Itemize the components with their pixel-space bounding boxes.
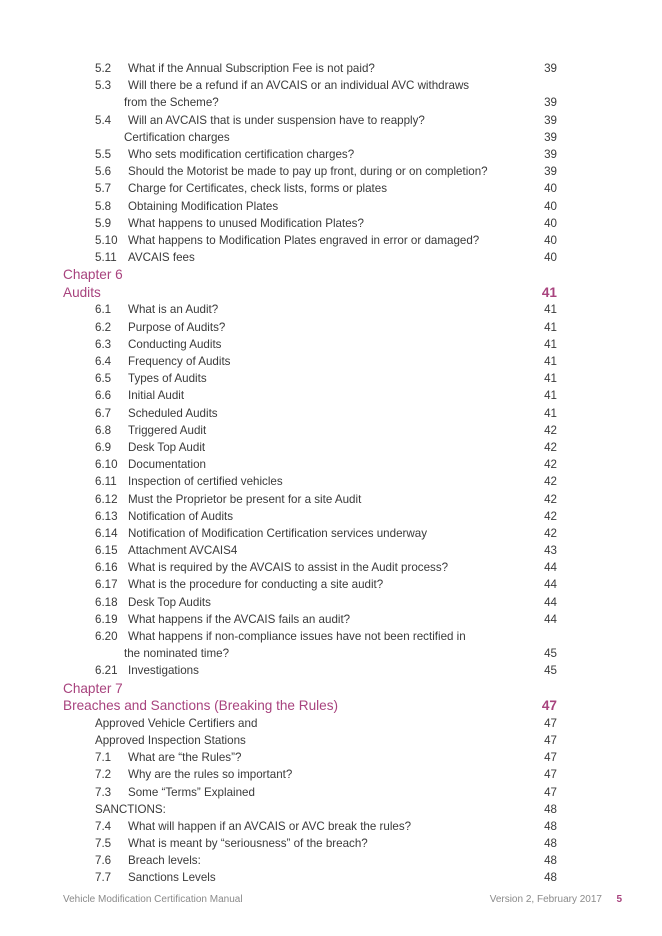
toc-entry-page: 41 [544,372,557,386]
toc-entry-page: 41 [544,303,557,317]
toc-entry-number: 6.12 [95,492,118,506]
toc-entry-number: 7.2 [95,768,112,782]
toc-entry [0,146,662,163]
toc-chapter-heading [0,680,662,698]
toc-entry-title: Frequency of Audits [128,355,231,368]
toc-entry-title: Breaches and Sanctions (Breaking the Rules) [63,698,339,714]
toc-entry-page: 41 [544,355,557,368]
toc-entry-title: Conducting Audits [128,337,222,351]
toc-entry [0,439,662,456]
toc-entry [0,611,662,628]
toc-entry [0,542,662,559]
toc-entry-number: 7.5 [95,837,112,851]
toc-chapter-heading [0,284,662,302]
toc-entry-title: Sanctions Levels [128,871,216,885]
toc-entry-number: 5.6 [95,165,112,179]
toc-entry-number: 5.10 [95,233,118,247]
toc-entry-title: Audits [63,284,101,300]
toc-entry-number: 5.11 [95,251,117,265]
toc-entry-title: What happens to Modification Plates engraved in error or damaged? [128,233,480,247]
toc-entry [0,835,662,852]
toc-entry-page: 47 [544,768,557,782]
toc-entry-title: Documentation [128,458,206,472]
toc-entry-number: 6.17 [95,578,118,592]
toc-entry [0,370,662,387]
toc-entry-title: Will there be a refund if an AVCAIS or an individual AVC withdraws [128,79,470,93]
toc-entry [0,491,662,508]
toc-entry [0,576,662,593]
toc-entry [0,301,662,318]
toc-entry-title: Charge for Certificates, check lists, forms or plates [128,182,388,196]
toc-entry-page: 42 [544,440,557,454]
toc-entry-title: Who sets modification certification charges? [128,147,355,161]
toc-entry [0,508,662,525]
toc-entry-title: Will an AVCAIS that is under suspension have to reapply? [128,113,425,127]
toc-entry [0,198,662,215]
toc-entry [0,319,662,336]
toc-entry-page: 44 [544,595,557,609]
toc-entry-title: Inspection of certified vehicles [128,475,283,489]
toc-entry [0,645,662,662]
toc-entry-page: 45 [544,647,557,661]
toc-entry-number: 5.7 [95,182,112,196]
toc-entry-title: Must the Proprietor be present for a site Audit [128,492,362,506]
toc-chapter-heading [0,266,662,284]
toc-entry-number: 5.3 [95,79,112,93]
toc-entry [0,766,662,783]
toc-entry-page: 41 [544,337,557,351]
toc-entry-page: 42 [544,475,557,489]
toc-entry-title: Obtaining Modification Plates [128,199,279,213]
toc-entry-number: 6.18 [95,595,118,609]
toc-entry-page: 47 [544,785,557,799]
toc-entry-title: Triggered Audit [128,423,207,437]
toc-entry-number: 6.9 [95,440,112,454]
toc-entry-number: 5.4 [95,113,112,127]
toc-entry-title: Initial Audit [128,389,185,403]
toc-entry [0,163,662,180]
toc-entry [0,215,662,232]
toc-entry [0,662,662,679]
toc-entry-number: 6.2 [95,320,112,334]
toc-entry [0,525,662,542]
toc-entry-title: Chapter 7 [63,680,123,696]
toc-entry-page: 42 [544,509,557,523]
toc-entry [0,715,662,732]
toc-entry-page: 42 [544,492,557,506]
toc-entry-page: 47 [544,733,557,747]
toc-entry-number: 5.9 [95,216,112,230]
toc-entry-page: 40 [544,182,557,196]
toc-entry-page: 40 [544,251,557,265]
toc-entry-page: 48 [544,802,557,816]
toc-entry [0,628,662,645]
toc-entry-number: 6.7 [95,406,112,420]
toc-entry-page: 39 [544,113,557,127]
toc-entry-title: What is required by the AVCAIS to assist in the Audit process? [128,561,449,575]
toc-entry [0,77,662,94]
toc-entry [0,180,662,197]
footer-page-number: 5 [616,894,622,905]
toc-entry-number: 6.8 [95,423,112,437]
toc-entry-page: 40 [544,233,557,247]
toc-entry-title: Approved Vehicle Certifiers and [95,716,258,730]
toc-entry-page: 39 [544,130,557,144]
toc-entry [0,249,662,266]
toc-entry-title: Desk Top Audit [128,440,206,454]
toc-entry-title: Scheduled Audits [128,406,218,420]
toc-entry-page: 47 [544,751,557,765]
toc-entry-number: 6.15 [95,544,118,558]
toc-entry-title: What is an Audit? [128,303,219,317]
toc-entry-number: 6.10 [95,458,118,472]
toc-entry-title: Purpose of Audits? [128,320,226,334]
toc-entry-title: Desk Top Audits [128,595,211,609]
toc-entry-number: 7.3 [95,785,112,799]
toc-entry-number: 6.3 [95,337,112,351]
toc-entry [0,473,662,490]
toc-entry-page: 42 [544,423,557,437]
toc-entry-number: 6.5 [95,372,112,386]
toc-entry [0,336,662,353]
toc-entry [0,732,662,749]
toc-entry-number: 6.6 [95,389,112,403]
toc-entry-title: What happens to unused Modification Plates? [128,216,364,230]
toc-entry-page: 44 [544,612,557,626]
toc-entry [0,559,662,576]
toc-entry-page: 39 [544,165,557,179]
toc-entry-page: 40 [544,216,557,230]
toc-entry [0,94,662,111]
toc-entry-title: What will happen if an AVCAIS or AVC break the rules? [128,819,412,833]
toc-entry-page: 48 [544,871,557,885]
toc-entry [0,818,662,835]
toc-entry [0,784,662,801]
toc-entry [0,387,662,404]
toc-entry-title: Attachment AVCAIS4 [128,544,238,558]
toc-entry [0,405,662,422]
table-of-contents [0,60,662,887]
toc-entry-page: 41 [541,284,557,300]
toc-entry [0,60,662,77]
toc-entry [0,801,662,818]
toc-entry-title: Notification of Audits [128,509,234,523]
toc-entry-title: Types of Audits [128,372,207,386]
toc-entry-page: 48 [544,837,557,851]
toc-entry-title: AVCAIS fees [128,251,195,265]
toc-entry-title: What happens if non-compliance issues have not been rectified in [128,630,466,643]
toc-entry [0,749,662,766]
toc-entry-page: 39 [544,147,557,161]
toc-entry-number: 6.16 [95,561,118,575]
footer-manual-title: Vehicle Modification Certification Manual [63,894,243,905]
toc-entry-number: 6.20 [95,630,118,643]
toc-entry-page: 41 [544,389,557,403]
toc-entry-number: 7.4 [95,819,112,833]
toc-entry-page: 44 [544,561,557,575]
toc-entry-number: 6.21 [95,664,118,678]
toc-entry-title: What is meant by “seriousness” of the breach? [128,837,368,851]
toc-entry-number: 6.1 [95,303,112,317]
toc-entry-title: What if the Annual Subscription Fee is not paid? [128,62,375,75]
toc-entry [0,232,662,249]
toc-entry [0,456,662,473]
toc-entry-number: 7.1 [95,751,112,765]
toc-entry-number: 6.11 [95,475,117,489]
footer-version: Version 2, February 2017 [489,894,602,905]
toc-entry-title: What are “the Rules”? [128,751,242,765]
toc-entry-number: 5.2 [95,62,112,75]
toc-entry-page: 42 [544,458,557,472]
toc-entry [0,594,662,611]
toc-entry-title: Notification of Modification Certification services underway [128,526,427,540]
toc-entry [0,112,662,129]
toc-entry-page: 41 [544,406,557,420]
toc-entry-title: Chapter 6 [63,267,123,283]
toc-entry-page: 48 [544,854,557,868]
toc-entry-number: 7.7 [95,871,112,885]
toc-entry-title: What happens if the AVCAIS fails an audit? [128,612,351,626]
toc-entry-number: 7.6 [95,854,112,868]
page-footer [63,893,622,907]
toc-entry [0,422,662,439]
toc-entry-number: 5.8 [95,199,112,213]
toc-entry-number: 5.5 [95,147,112,161]
toc-entry-title: Should the Motorist be made to pay up front, during or on completion? [128,165,488,179]
toc-entry-number: 6.13 [95,509,118,523]
toc-entry-title: the nominated time? [124,647,230,661]
toc-entry-page: 40 [544,199,557,213]
toc-entry-page: 42 [544,526,557,540]
toc-entry [0,353,662,370]
toc-entry-page: 39 [544,96,557,110]
toc-entry-page: 48 [544,819,557,833]
toc-entry-number: 6.4 [95,355,112,368]
toc-entry-page: 41 [544,320,557,334]
toc-entry-page: 43 [544,544,557,558]
toc-entry-page: 39 [544,62,557,75]
toc-chapter-heading [0,697,662,715]
toc-entry-title: from the Scheme? [124,96,219,110]
toc-entry-title: Why are the rules so important? [128,768,293,782]
toc-entry [0,869,662,886]
toc-entry-title: Certification charges [124,130,230,144]
toc-entry-page: 47 [544,716,557,730]
toc-entry-number: 6.14 [95,526,118,540]
toc-entry-page: 47 [541,698,557,714]
toc-entry [0,129,662,146]
toc-entry-number: 6.19 [95,612,118,626]
toc-entry-title: Approved Inspection Stations [95,733,246,747]
toc-entry-title: SANCTIONS: [95,802,166,816]
toc-entry-title: What is the procedure for conducting a site audit? [128,578,384,592]
toc-entry-title: Investigations [128,664,199,678]
toc-entry-page: 45 [544,664,557,678]
toc-entry-title: Some “Terms” Explained [128,785,255,799]
toc-entry-page: 44 [544,578,557,592]
toc-entry [0,852,662,869]
toc-entry-title: Breach levels: [128,854,201,868]
